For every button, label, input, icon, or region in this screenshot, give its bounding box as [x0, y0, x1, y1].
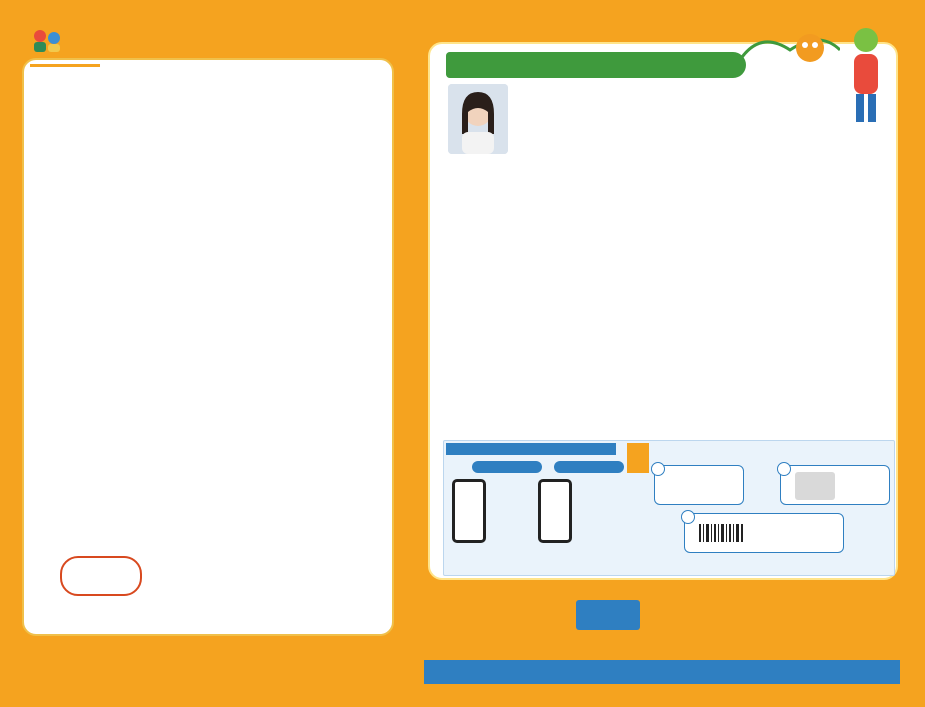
author-avatar-icon — [448, 84, 508, 154]
app-brand — [446, 443, 506, 455]
app-section — [443, 440, 895, 576]
android-phone — [452, 479, 486, 543]
app-title-bar — [506, 443, 616, 455]
partner-bar — [424, 660, 900, 684]
ios-phone — [538, 479, 572, 543]
title-ribbon — [446, 52, 746, 78]
left-card-label-icon — [30, 64, 100, 67]
owl-decoration-icon — [740, 20, 840, 80]
children-illustration-icon — [30, 26, 66, 54]
app-title — [506, 452, 512, 458]
qr-step-3-num — [681, 510, 695, 524]
mcbooks-logo — [576, 600, 640, 630]
promo-badge — [60, 556, 142, 596]
qr-step-2-num — [777, 462, 791, 476]
qr-phone-icon — [795, 472, 835, 500]
qr-step-2 — [780, 465, 890, 505]
left-header-bar — [30, 30, 400, 54]
android-badge — [472, 461, 542, 473]
publisher-block — [424, 600, 904, 660]
qr-step-1-num — [651, 462, 665, 476]
ios-badge — [554, 461, 624, 473]
barcode-icon — [699, 524, 745, 546]
qr-step-3 — [684, 513, 844, 553]
qr-step-1 — [654, 465, 744, 505]
author-photo — [448, 84, 508, 154]
books-grid — [443, 250, 895, 440]
kids-decoration-icon — [836, 20, 896, 130]
guide-tag — [627, 443, 649, 473]
